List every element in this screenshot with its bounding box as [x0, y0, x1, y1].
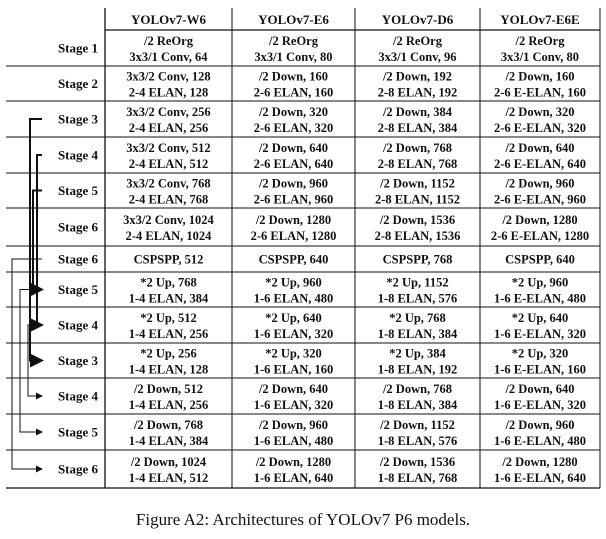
stage-label: Stage 2 — [57, 76, 99, 91]
cell-line: /2 Down, 384 — [382, 105, 453, 119]
lateral-arrow-stage4 — [37, 155, 42, 325]
cell-line: /2 Down, 1280 — [255, 213, 332, 227]
cell-line: 2-6 ELAN, 160 — [253, 85, 334, 100]
cell-line: *2 Up, 512 — [140, 311, 197, 325]
cell-line: 1-8 ELAN, 576 — [377, 434, 458, 448]
cell-line: 1-4 ELAN, 384 — [128, 434, 209, 448]
cell-line: /2 ReOrg — [393, 34, 442, 48]
cell-line: CSPSPP, 640 — [258, 252, 329, 267]
cell-line: 3x3/2 Conv, 512 — [126, 141, 211, 155]
cell-line: *2 Up, 256 — [140, 346, 197, 361]
cell-line: 2-8 ELAN, 192 — [377, 85, 458, 100]
cell-line: /2 Down, 640 — [258, 141, 329, 155]
cell-line: 2-8 ELAN, 384 — [377, 121, 458, 135]
cell-line: *2 Up, 640 — [265, 311, 322, 325]
cell-line: 2-8 ELAN, 1152 — [374, 192, 461, 207]
cell-line: 1-6 E-ELAN, 480 — [493, 434, 587, 448]
cell-line: *2 Up, 640 — [511, 311, 569, 325]
stage-label: Stage 5 — [57, 183, 99, 198]
cell-line: 3x3/2 Conv, 768 — [126, 176, 211, 191]
cell-line: 2-6 E-ELAN, 640 — [493, 157, 587, 171]
cell-line: 1-6 ELAN, 640 — [253, 471, 334, 485]
cell-line: *2 Up, 960 — [265, 275, 322, 290]
cell-line: 1-6 ELAN, 320 — [253, 398, 334, 412]
cell-line: 1-6 ELAN, 320 — [253, 327, 334, 341]
cell-line: 1-6 E-ELAN, 320 — [493, 398, 587, 412]
cell-line: /2 Down, 768 — [382, 382, 453, 396]
column-header: YOLOv7-E6 — [258, 12, 329, 27]
cell-line: /2 Down, 1280 — [502, 213, 578, 227]
cell-line: /2 ReOrg — [269, 34, 318, 48]
cell-line: 1-6 ELAN, 160 — [253, 362, 334, 377]
cell-line: /2 Down, 1024 — [130, 455, 207, 469]
cell-line: /2 Down, 1152 — [380, 418, 455, 432]
cell-line: /2 ReOrg — [144, 34, 193, 48]
cell-line: /2 Down, 160 — [505, 69, 575, 84]
cell-line: 1-8 ELAN, 576 — [377, 291, 458, 306]
stage-label: Stage 3 — [57, 353, 99, 368]
cell-line: 1-6 E-ELAN, 160 — [493, 362, 587, 377]
cell-line: 2-6 E-ELAN, 960 — [493, 192, 587, 207]
cell-line: *2 Up, 384 — [389, 346, 446, 361]
cell-line: 1-4 ELAN, 512 — [128, 471, 209, 485]
cell-line: 2-8 ELAN, 1536 — [374, 229, 461, 243]
cell-line: 2-6 E-ELAN, 1280 — [490, 229, 590, 243]
cell-line: 3x3/1 Conv, 64 — [129, 50, 208, 64]
cell-line: *2 Up, 960 — [511, 275, 569, 290]
stage-label: Stage 6 — [57, 461, 99, 477]
cell-line: 1-6 E-ELAN, 320 — [493, 327, 587, 341]
stage-label: Stage 6 — [57, 251, 99, 267]
cell-line: 3x3/1 Conv, 80 — [500, 50, 580, 64]
stage-label: Stage 4 — [57, 388, 99, 404]
cell-line: /2 Down, 1280 — [255, 455, 332, 469]
cell-line: *2 Up, 320 — [265, 346, 322, 361]
cell-line: /2 Down, 640 — [505, 382, 575, 396]
cell-line: /2 ReOrg — [515, 34, 565, 48]
stage-label: Stage 5 — [57, 424, 99, 440]
cell-line: 2-4 ELAN, 1024 — [125, 229, 212, 243]
cell-line: *2 Up, 1152 — [386, 275, 449, 290]
cell-line: 3x3/2 Conv, 256 — [126, 105, 211, 119]
cell-line: /2 Down, 320 — [258, 105, 329, 119]
cell-line: 2-6 ELAN, 960 — [253, 192, 334, 207]
cell-line: /2 Down, 1536 — [379, 455, 456, 469]
cell-line: /2 Down, 960 — [258, 418, 329, 432]
cell-line: 1-6 E-ELAN, 640 — [493, 471, 587, 485]
stage-label: Stage 1 — [57, 40, 99, 56]
column-header: YOLOv7-E6E — [500, 12, 580, 27]
cell-line: /2 Down, 960 — [505, 418, 575, 432]
cell-line: 2-8 ELAN, 768 — [377, 157, 458, 171]
figure-caption: Figure A2: Architectures of YOLOv7 P6 models. — [135, 510, 471, 529]
cell-line: /2 Down, 160 — [258, 69, 329, 84]
cell-line: 1-8 ELAN, 384 — [377, 327, 458, 341]
cell-line: 2-4 ELAN, 512 — [128, 157, 209, 171]
cell-line: 2-6 E-ELAN, 160 — [493, 85, 587, 100]
cell-line: 1-4 ELAN, 256 — [128, 398, 209, 412]
stage-label: Stage 4 — [57, 147, 99, 163]
stage-label: Stage 3 — [57, 111, 99, 127]
cell-line: 3x3/2 Conv, 1024 — [123, 213, 214, 227]
cell-line: /2 Down, 1536 — [379, 213, 456, 227]
stage-label: Stage 5 — [57, 282, 99, 297]
cell-line: /2 Down, 640 — [505, 141, 575, 155]
column-header: YOLOv7-W6 — [130, 12, 207, 27]
cell-line: /2 Down, 1280 — [502, 455, 578, 469]
cell-line: CSPSPP, 768 — [382, 252, 453, 267]
cell-line: /2 Down, 960 — [258, 176, 329, 191]
cell-line: CSPSPP, 640 — [505, 252, 575, 267]
cell-line: /2 Down, 768 — [382, 141, 453, 155]
cell-line: *2 Up, 768 — [389, 311, 446, 325]
stage-label: Stage 6 — [57, 219, 99, 235]
cell-line: 2-4 ELAN, 768 — [128, 192, 209, 207]
cell-line: 2-4 ELAN, 256 — [128, 121, 209, 135]
cell-line: 1-4 ELAN, 256 — [128, 327, 209, 341]
cell-line: 1-8 ELAN, 192 — [377, 362, 458, 377]
cell-line: 2-6 ELAN, 640 — [253, 157, 334, 171]
cell-line: /2 Down, 320 — [505, 105, 575, 119]
cell-line: /2 Down, 512 — [133, 382, 204, 396]
cell-line: /2 Down, 1152 — [380, 176, 455, 191]
column-header: YOLOv7-D6 — [381, 12, 454, 27]
cell-line: 2-4 ELAN, 128 — [128, 85, 209, 100]
cell-line: 1-8 ELAN, 384 — [377, 398, 458, 412]
cell-line: /2 Down, 640 — [258, 382, 329, 396]
cell-line: 1-6 ELAN, 480 — [253, 434, 334, 448]
cell-line: /2 Down, 768 — [133, 418, 204, 432]
cell-line: CSPSPP, 512 — [133, 252, 204, 267]
cell-line: 2-6 ELAN, 1280 — [250, 229, 337, 243]
cell-line: *2 Up, 768 — [140, 275, 197, 290]
stage-label: Stage 4 — [57, 317, 99, 333]
cell-line: 1-4 ELAN, 128 — [128, 362, 209, 377]
cell-line: 2-6 ELAN, 320 — [253, 121, 334, 135]
cell-line: *2 Up, 320 — [511, 346, 569, 361]
cell-line: /2 Down, 192 — [382, 69, 453, 84]
cell-line: /2 Down, 960 — [505, 176, 575, 191]
cell-line: 1-6 E-ELAN, 480 — [493, 291, 587, 306]
cell-line: 2-6 E-ELAN, 320 — [493, 121, 587, 135]
cell-line: 3x3/1 Conv, 80 — [254, 50, 333, 64]
cell-line: 1-8 ELAN, 768 — [377, 471, 458, 485]
cell-line: 1-4 ELAN, 384 — [128, 291, 209, 306]
cell-line: 1-6 ELAN, 480 — [253, 291, 334, 306]
cell-line: 3x3/2 Conv, 128 — [126, 69, 211, 84]
cell-line: 3x3/1 Conv, 96 — [378, 50, 457, 64]
